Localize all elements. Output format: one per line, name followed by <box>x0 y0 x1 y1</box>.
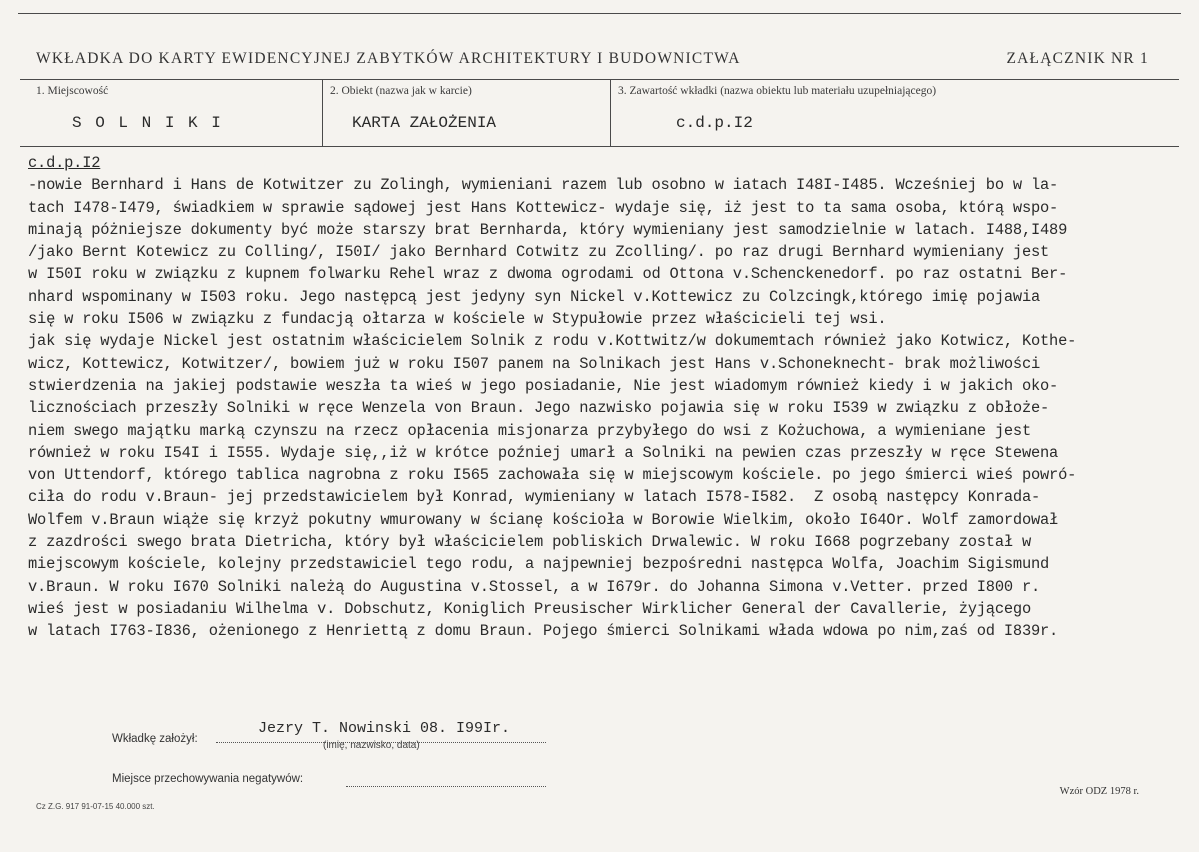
body-line: jak się wydaje Nickel jest ostatnim właścicielem Solnik z rodu v.Kottwitz/w dokumemtach również jako Kotwicz, Kothe- <box>28 332 1077 351</box>
field-divider-2 <box>610 79 611 146</box>
body-line: się w roku I506 w związku z fundacją ołtarza w kościele w Stypułowie przez właścicieli tej wsi. <box>28 310 887 329</box>
negatives-label: Miejsce przechowywania negatywów: <box>112 773 304 785</box>
field-divider-1 <box>322 79 323 146</box>
body-line: wieś jest w posiadaniu Wilhelma v. Dobschutz, Koniglich Preusischer Wirklicher General der Cavallerie, żyjącego <box>28 599 1031 618</box>
body-line: również w roku I54I i I555. Wydaje się,,iż w krótce poźniej umarł a Solniki na pewien czas przeszły w ręce Stewena <box>28 443 1059 462</box>
body-line: nhard wspominany w I503 roku. Jego następcą jest jedyny syn Nickel v.Kottewicz zu Colzcingk,którego imię pojawia <box>28 287 1041 306</box>
locality-value: S O L N I K I <box>72 114 223 132</box>
body-line: von Uttendorf, którego tablica nagrobna z roku I565 zachowała się w miejscowym kościele. po jego śmierci wieś powró- <box>28 466 1077 485</box>
print-code: Cz Z.G. 917 91-07-15 40.000 szt. <box>36 802 155 811</box>
body-line: -nowie Bernhard i Hans de Kotwitzer zu Zolingh, wymieniani razem lub osobno w iatach I48I-I485. Wcześniej bo w la- <box>28 176 1059 195</box>
attachment-number: ZAŁĄCZNIK NR 1 <box>1006 50 1149 67</box>
body-line: w I50I roku w związku z kupnem folwarku Rehel wraz z dwoma ogrodami od Ottona v.Schenckenedorf. po raz ostatni Ber- <box>28 265 1068 284</box>
locality-label: 1. Miejscowość <box>36 85 109 97</box>
body-line: licznościach przeszły Solniki w ręce Wenzela von Braun. Jego nazwisko pojawia się w roku I539 w związku z obłoże- <box>28 399 1050 418</box>
object-label: 2. Obiekt (nazwa jak w karcie) <box>330 85 472 97</box>
body-heading: c.d.p.I2 <box>28 154 101 172</box>
body-line: w latach I763-I836, ożenionego z Henriettą z domu Braun. Pojego śmierci Solnikami włada wdowa po nim,zaś od I839r. <box>28 622 1059 641</box>
form-title: WKŁADKA DO KARTY EWIDENCYJNEJ ZABYTKÓW ARCHITEKTURY I BUDOWNICTWA <box>36 50 741 67</box>
body-line: miejscowym kościele, kolejny przedstawiciel tego rodu, a najpewniej bezpośredni następca Wolfa, Joachim Sigismund <box>28 555 1050 574</box>
author-label: Wkładkę założył: <box>112 733 198 745</box>
header-divider <box>20 79 1179 80</box>
body-line: tach I478-I479, świadkiem w sprawie sądowej jest Hans Kottewicz- wydaje się, iż jest to ta sama osoba, którą wspo- <box>28 198 1059 217</box>
body-line: v.Braun. W roku I670 Solniki należą do Augustina v.Stossel, a w I679r. do Johanna Simona v.Vetter. przed I800 r. <box>28 577 1041 596</box>
typed-body-text <box>28 152 1178 643</box>
content-value: c.d.p.I2 <box>676 114 753 132</box>
negatives-dotted-line <box>346 786 546 787</box>
body-line: niem swego majątku marką czynszu na rzecz opłacenia misjonarza przybyłego do wsi z Kożuchowa, a wymieniane jest <box>28 421 1031 440</box>
form-code: Wzór ODZ 1978 r. <box>1059 786 1139 797</box>
top-border <box>18 13 1181 14</box>
body-line: stwierdzenia na jakiej podstawie weszła ta wieś w jego posiadanie, Nie jest wiadomym również kiedy i w jakich oko- <box>28 376 1059 395</box>
body-line: /jako Bernt Kotewicz zu Colling/, I50I/ jako Bernhard Cotwitz zu Zcolling/. po raz drugi Bernhard wymieniany jest <box>28 243 1050 262</box>
body-line: wicz, Kottewicz, Kotwitzer/, bowiem już w roku I507 panem na Solnikach jest Hans v.Schoneknecht- brak możliwości <box>28 354 1041 373</box>
body-line: z zazdrości swego brata Dietricha, który był właścicielem pobliskich Drwalewic. W roku I668 pogrzebany został w <box>28 533 1031 552</box>
body-line: ciła do rodu v.Braun- jej przedstawicielem był Konrad, wymieniany w latach I578-I582. Z osobą następcy Konrada- <box>28 488 1041 507</box>
object-value: KARTA ZAŁOŻENIA <box>352 114 497 132</box>
author-value: Jezry T. Nowinski 08. I99Ir. <box>258 720 511 737</box>
body-line: minają póżniejsze dokumenty być może starszy brat Bernharda, który wymieniany jest samodzielnie w latach. I488,I489 <box>28 220 1068 239</box>
author-note: (imię, nazwisko, data) <box>323 740 420 751</box>
body-line: Wolfem v.Braun wiąże się krzyż pokutny wmurowany w ścianę kościoła w Borowie Wielkim, około I64Or. Wolf zamordował <box>28 510 1059 529</box>
fields-divider <box>20 146 1179 147</box>
content-label: 3. Zawartość wkładki (nazwa obiektu lub materiału uzupełniającego) <box>618 85 937 97</box>
